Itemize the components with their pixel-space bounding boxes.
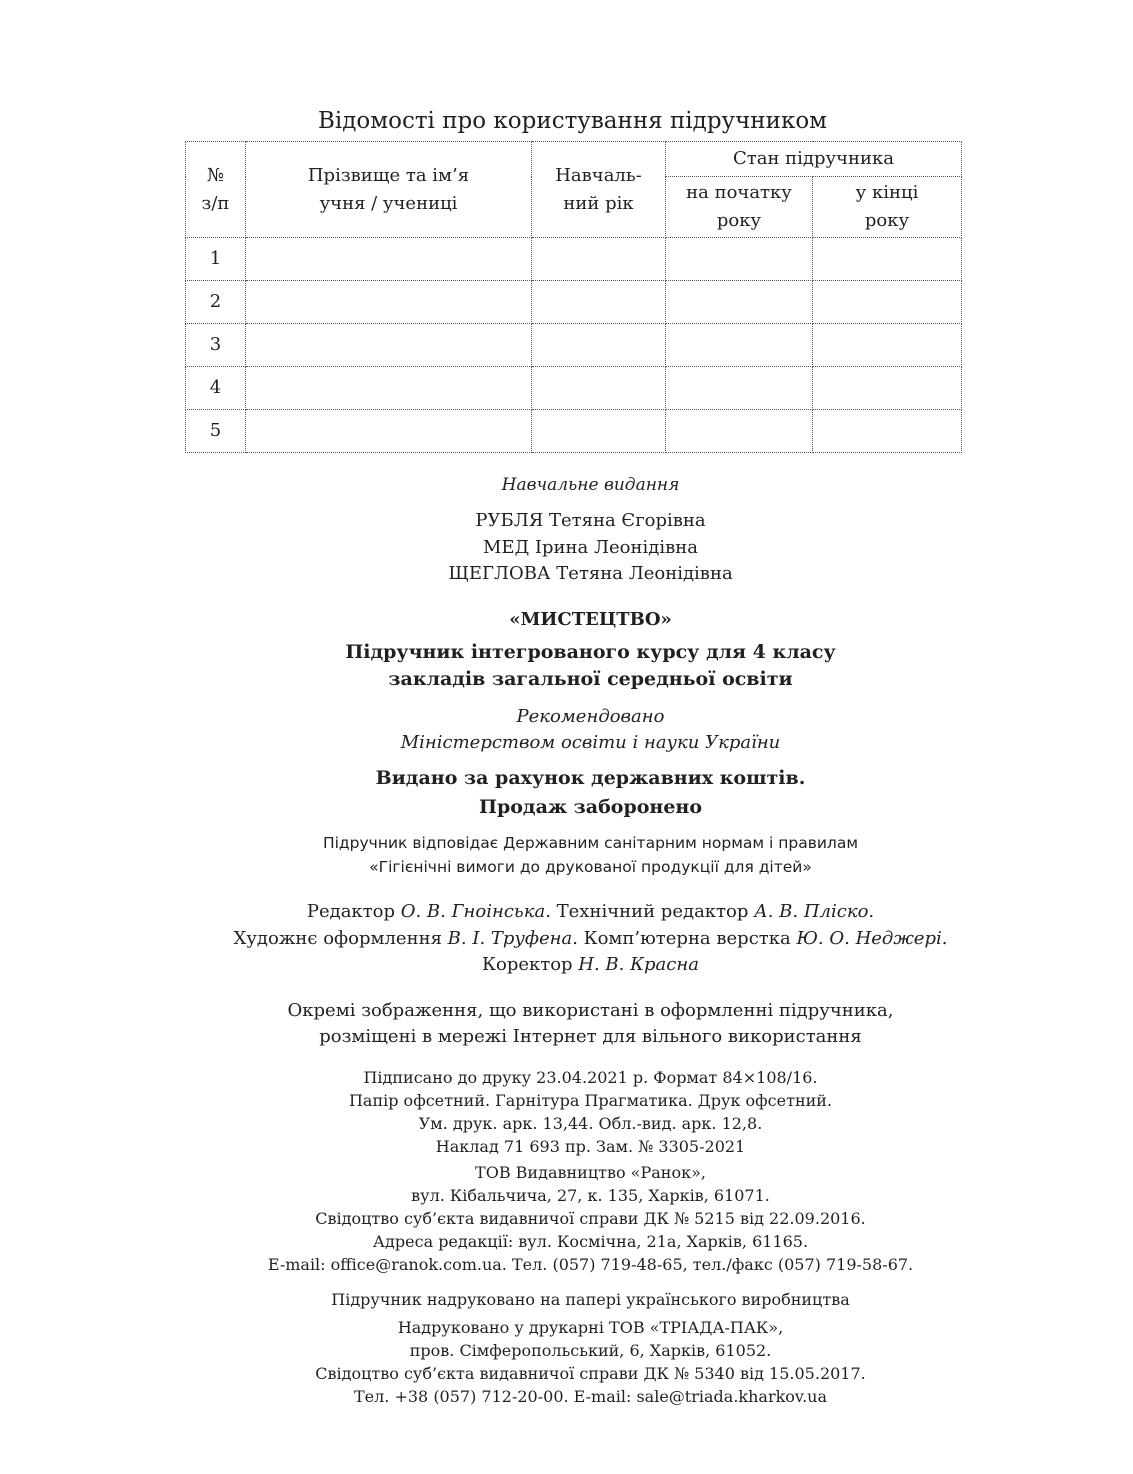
cell-end — [813, 324, 962, 367]
cell-name — [246, 367, 532, 410]
col-year-header: Навчаль- ний рік — [532, 142, 666, 238]
book-subtitle: Підручник інтегрованого курсу для 4 класу закладів загальної середньої освіти — [345, 641, 836, 690]
col-name-header: Прізвище та ім’я учня / учениці — [246, 142, 532, 238]
author: РУБЛЯ Тетяна Єгорівна — [475, 510, 706, 531]
print-info: Підписано до друку 23.04.2021 р. Формат 84×108/16. Папір офсетний. Гарнітура Прагматика. Друк офсетний. Ум. друк. арк. 13,44. Обл.-вид. арк. 12,8. Наклад 71 693 пр. Зам. № 3305-2021 — [348, 1068, 833, 1156]
cell-year — [532, 367, 666, 410]
authors — [0, 508, 1133, 588]
row-number: 4 — [186, 367, 246, 410]
col-start-header: на початку року — [666, 177, 813, 238]
edition-type: Навчальне видання — [501, 475, 680, 495]
table-row — [186, 281, 962, 324]
layout-name: Ю. О. Неджері — [796, 927, 942, 949]
usage-table — [185, 141, 962, 453]
author: ЩЕГЛОВА Тетяна Леонідівна — [448, 563, 733, 584]
editor-name: О. В. Гноінська — [400, 901, 546, 922]
cell-name — [246, 281, 532, 324]
author: МЕД Ірина Леонідівна — [483, 536, 698, 558]
credits-line-proofreader: Коректор Н. В. Красна — [482, 954, 699, 975]
row-number: 3 — [186, 324, 246, 367]
artist-name: В. І. Труфена — [447, 927, 573, 949]
printer-info: Надруковано у друкарні ТОВ «ТРІАДА-ПАК», пров. Сімферопольський, 6, Харків, 61052. Свідоцтво суб’єкта видавничої справи ДК № 5340 від 15.05.2017. Тел. +38 (057) 712-20-00. E-mail: sale@triada.kharkov.ua — [315, 1318, 866, 1406]
cell-end — [813, 238, 962, 281]
col-number-header: № з/п — [186, 142, 246, 238]
state-funds-note: Видано за рахунок державних коштів. Продаж заборонено — [375, 767, 806, 818]
cell-start — [666, 324, 813, 367]
row-number: 1 — [186, 238, 246, 281]
cell-start — [666, 238, 813, 281]
table-row — [186, 324, 962, 367]
usage-table-title: Відомості про користування підручником — [317, 108, 828, 134]
book-title: «МИСТЕЦТВО» — [509, 609, 672, 630]
credits — [0, 899, 1133, 979]
cell-year — [532, 238, 666, 281]
col-condition-header: Стан підручника — [666, 142, 962, 177]
cell-year — [532, 410, 666, 453]
cell-start — [666, 367, 813, 410]
credits-line-design: Художнє оформлення В. І. Труфена. Комп’ютерна верстка Ю. О. Неджері. — [233, 927, 948, 949]
cell-start — [666, 410, 813, 453]
recommended: Рекомендовано Міністерством освіти і науки України — [400, 706, 781, 753]
cell-end — [813, 410, 962, 453]
row-number: 2 — [186, 281, 246, 324]
hygiene-note: Підручник відповідає Державним санітарним нормам і правилам «Гігієнічні вимоги до друкованої продукції для дітей» — [322, 834, 859, 876]
proofreader-name: Н. В. Красна — [578, 954, 699, 975]
publisher-info: ТОВ Видавництво «Ранок», вул. Кібальчича, 27, к. 135, Харків, 61071. Свідоцтво суб’єкта видавничої справи ДК № 5215 від 22.09.2016. Адреса редакції: вул. Космічна, 21а, Харків, 61165. E-mail: office@ranok.com.ua. Тел. (057) 719-48-65, тел./факс (057) 719-58-67. — [267, 1163, 914, 1274]
table-row — [186, 238, 962, 281]
cell-end — [813, 367, 962, 410]
cell-name — [246, 410, 532, 453]
row-number: 5 — [186, 410, 246, 453]
credits-line-editors: Редактор О. В. Гноінська. Технічний редактор А. В. Пліско. — [306, 901, 875, 922]
cell-end — [813, 281, 962, 324]
images-note: Окремі зображення, що використані в оформленні підручника, розміщені в мережі Інтернет для вільного використання — [287, 1000, 894, 1047]
col-end-header: у кінці року — [813, 177, 962, 238]
cell-name — [246, 238, 532, 281]
header-row — [186, 142, 962, 177]
table-row — [186, 367, 962, 410]
cell-year — [532, 281, 666, 324]
cell-year — [532, 324, 666, 367]
cell-start — [666, 281, 813, 324]
paper-note: Підручник надруковано на папері українського виробництва — [331, 1290, 850, 1309]
tech-editor-name: А. В. Пліско — [754, 901, 869, 922]
table-row — [186, 410, 962, 453]
cell-name — [246, 324, 532, 367]
